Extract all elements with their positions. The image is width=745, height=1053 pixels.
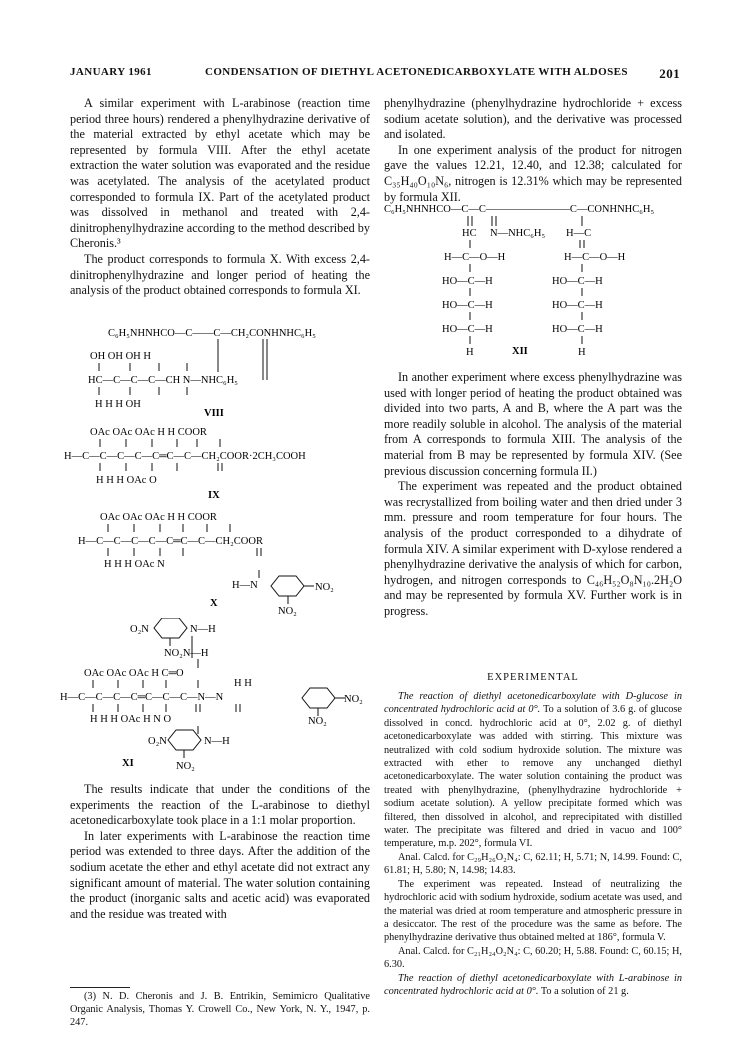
paragraph: The results indicate that under the conditions of the experiments the reaction of the L-arabinose to diethyl acetonedicarboxylate took place in a 1:1 molar proportion. [70,782,370,828]
paragraph: phenylhydrazine (phenylhydrazine hydrochloride + excess sodium acetate solution), and the derivative was processed and isolated. [384,96,682,142]
formula-xi [58,618,370,778]
formula-text: H—C—C—C—C—C═C—C—CH₂COOR [78,536,263,547]
left-column-top [70,96,370,299]
paragraph: The product corresponds to formula X. With excess 2,4-dinitrophenylhydrazine and longer period of heating the analysis of the product obtained corresponds to formula XI. [70,251,370,298]
formula-text: H—C—O—H [564,252,626,263]
header-title: CONDENSATION OF DIETHYL ACETONEDICARBOXYLATE WITH ALDOSES [205,66,628,78]
formula-text: O₂N [148,736,167,747]
formula-text: O₂N [130,624,149,635]
formula-text: H [466,347,474,358]
experiment-text: To a solution of 3.6 g. of glucose dissolved in concd. hydrochloric acid at 0°, 2.02 g. of diethyl acetonedicarboxylate was added with stirring. This mixture was neutralized with cold sodium hydroxide solution. The mixture was extracted with ether to remove any unchanged diethyl acetonedicarboxylate. The water solution containing the product was treated with phenylhydrazine, (phenylhydrazine hydrochloride + sodium acetate solution). A yellow precipitate formed which was filtered, then dissolved in alcohol, and reprecipitated with distilled water. The precipitate was filtered and dried in vacuo and 100° temperature, m.p. 202°, formula VI. [384,704,682,850]
formula-text: NO₂ [344,694,363,705]
right-column-middle [384,370,682,620]
formula-text: C₆H₅NHNHCO—C—C————————C—CONHNHC₆H₅ [384,204,655,215]
formula-text: N—H [190,624,216,635]
footnote [70,990,370,1029]
formula-text: HO—C—H [442,276,493,287]
formula-xii [384,198,684,360]
formula-label: IX [208,490,220,501]
experiment-title: The reaction of diethyl acetonedicarboxylate with L-arabinose in concentrated hydrochloric acid at 0°. [384,972,682,997]
formula-text: OAc OAc OAc H C═O [84,668,184,679]
formula-text: H [578,347,586,358]
experimental-section [384,672,682,683]
formula-text: N—H [204,736,230,747]
experiment-text: To a solution of 21 g. [538,985,629,997]
formula-text: HC—C—C—C—CH N—NHC₆H₅ [88,375,238,386]
formula-text: OH OH OH H [90,351,151,362]
formula-text: HO—C—H [552,300,603,311]
paragraph: A similar experiment with L-arabinose (reaction time period three hours) rendered a phenylhydrazine derivative of the material extracted by ethyl acetate which may be represented by formula VIII. After the ethyl acetate extraction the water solution was evaporated and the residue was acetylated. The analysis of the acetylated product corresponded to formula IX. Part of the acetylated product was dissolved in methanol and treated with 2,4-dinitrophenylhydrazine according to the method described by Cheronis.³ [70,96,370,251]
experimental-text [384,690,682,998]
formula-text: OAc OAc OAc H H COOR [90,427,207,438]
formula-text: HC [462,228,477,239]
experiment-title: The reaction of diethyl acetonedicarboxylate with D-glucose in concentrated hydrochloric acid at 0°. [384,691,682,716]
paragraph [384,972,682,999]
formula-label: XI [122,758,134,769]
formula-label: VIII [204,408,224,417]
page-number: 201 [659,66,680,81]
paragraph: The experiment was repeated. Instead of neutralizing the hydrochloric acid with sodium hydroxide, sodium acetate was used, and the material was dried at room temperature and atmospheric pressure in a desiccator. The rest of the procedure was the same as before. The phenylhydrazine derivative thus obtained melted at 186°, formula V. [384,878,682,944]
section-heading: EXPERIMENTAL [487,672,579,683]
paragraph: In one experiment analysis of the product for nitrogen gave the values 12.21, 12.40, and 12.38; calculated for C₃₅H₄₀O₁₀N₆, nitrogen is 12.31% which may be represented by formula XII. [384,142,682,204]
formula-text: HO—C—H [442,300,493,311]
formula-text: H H H OAc H N O [90,714,172,725]
formula-text: HO—C—H [552,276,603,287]
formula-text: H H [234,678,252,689]
formula-text: H—C—C—C—C—C═C—C—CH₂COOR·2CH₃COOH [64,451,306,462]
formula-text: H H H OH [95,399,141,410]
formula-text: H H H OAc N [104,559,165,570]
formula-text: NO₂ [278,606,297,617]
formula-text: NO₂ [176,761,195,772]
formula-text: H—C—C—C—C═C—C—C—N—N [60,692,224,703]
footnote-text: (3) N. D. Cheronis and J. B. Entrikin, Semimicro Qualitative Organic Analysis, Thomas Y. Crowell Co., New York, N. Y., 1947, p. 247. [70,991,370,1028]
header-date: JANUARY 1961 [70,66,152,78]
formula-text: HO—C—H [442,324,493,335]
running-header [70,66,680,82]
formula-text: NO₂N—H [164,648,209,659]
formula-text: NO₂ [308,716,327,727]
formula-viii [70,322,370,417]
footnote-rule [70,987,130,988]
formula-ix [60,423,370,503]
formula-x [70,508,370,623]
analysis: Anal. Calcd. for C₂₁H₂₄O₂N₄: C, 60.20; H, 5.88. Found: C, 60.15; H, 6.30. [384,945,682,971]
formula-label: X [210,598,218,609]
right-column-top [384,96,682,205]
left-column-bottom [70,782,370,922]
formula-label: XII [512,346,528,357]
formula-text: HO—C—H [552,324,603,335]
formula-text: H H H OAc O [96,475,157,486]
paragraph: The experiment was repeated and the product obtained was recrystallized from boiling water and then dried under 3 mm. pressure and room temperature for four hours. The analysis of the product corresponded to a dihydrate of formula XIV. A similar experiment with D-xylose rendered a phenylhydrazine derivative the analysis of which for carbon, hydrogen, and nitrogen corresponds to C₄₆H₅₂O₈N₁₀.2H₂O and may be represented by formula XV. Further work is in progress. [384,479,682,618]
formula-text: N—NHC₆H₅ [490,228,546,239]
formula-text: OAc OAc OAc H H COOR [100,512,217,523]
formula-text: NO₂ [315,582,334,593]
paragraph: In another experiment where excess phenylhydrazine was used with longer period of heating the product obtained was divided into two parts, A and B, where the A part was the more readily soluble in alcohol. The analysis of the material from A corresponds to formula XIII. The analysis of the material from B may be represented by formula XIV. (See previous discussion concerning formula II.) [384,370,682,478]
formula-text: H—C—O—H [444,252,506,263]
formula-text: H—C [566,228,592,239]
analysis: Anal. Calcd. for C₂₉H₂₆O₂N₄: C, 62.11; H, 5.71; N, 14.99. Found: C, 61.81; H, 5.80; N, 14.98; 14.83. [384,851,682,877]
formula-text: C₆H₅NHNHCO—C——C—CH₂CONHNHC₆H₅ [108,328,316,339]
formula-text: H—N [232,580,258,591]
paragraph [384,690,682,851]
paragraph: In later experiments with L-arabinose the reaction time period was extended to three days. After the addition of the sodium acetate the ether and ethyl acetate did not extract any significant amount of material. The water solution containing the product (inorganic salts and acetic acid) was evaporated and the residue was treated with [70,828,370,921]
